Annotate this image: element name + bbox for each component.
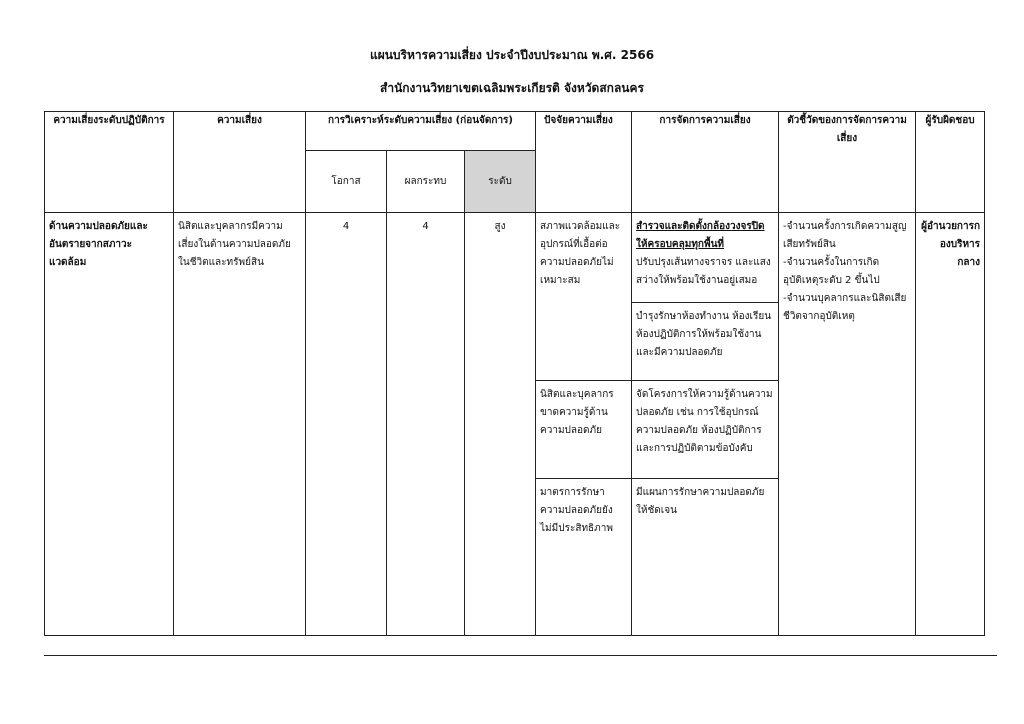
cell-likelihood: 4	[306, 213, 387, 636]
indicator-3: -จำนวนบุคลากรและนิสิตเสียชีวิตจากอุบัติเหตุ	[783, 293, 907, 322]
cell-operational-risk: ด้านความปลอดภัยและอันตรายจากสภาวะแวดล้อม	[45, 213, 174, 636]
cell-impact: 4	[387, 213, 465, 636]
header-impact: ผลกระทบ	[387, 151, 465, 213]
document-subtitle: สำนักงานวิทยาเขตเฉลิมพระเกียรติ จังหวัดสกลนคร	[380, 81, 644, 95]
management-1-bold: สำรวจและติดตั้งกล้องวงจรปิดให้ครอบคลุมทุกพื้นที่	[636, 221, 765, 250]
header-level: ระดับ	[465, 151, 536, 213]
management-1-plain: ปรับปรุงเส้นทางจราจร และแสงสว่างให้พร้อมใช้งานอยู่เสมอ	[636, 257, 771, 286]
indicator-2: -จำนวนครั้งในการเกิดอุบัติเหตุระดับ 2 ขึ้นไป	[783, 257, 880, 286]
cell-management-3: จัดโครงการให้ความรู้ด้านความปลอดภัย เช่น การใช้อุปกรณ์ความปลอดภัย ห้องปฏิบัติการ และการปฏิบัติตามข้อบังคับ	[632, 381, 779, 479]
indicator-1: -จำนวนครั้งการเกิดความสูญเสียทรัพย์สิน	[783, 221, 907, 250]
document-title: แผนบริหารความเสี่ยง ประจำปีงบประมาณ พ.ศ. 2566	[369, 48, 655, 62]
header-risk-factors: ปัจจัยความเสี่ยง	[536, 112, 632, 213]
cell-management-2: บำรุงรักษาห้องทำงาน ห้องเรียน ห้องปฏิบัติการให้พร้อมใช้งานและมีความปลอดภัย	[632, 303, 779, 381]
bottom-rule	[44, 655, 997, 656]
cell-indicators	[779, 213, 916, 636]
cell-level: สูง	[465, 213, 536, 636]
header-operational-risk: ความเสี่ยงระดับปฏิบัติการ	[45, 112, 174, 213]
header-likelihood: โอกาส	[306, 151, 387, 213]
cell-factor-3: มาตรการรักษาความปลอดภัยยังไม่มีประสิทธิภาพ	[536, 479, 632, 636]
header-risk-analysis: การวิเคราะห์ระดับความเสี่ยง (ก่อนจัดการ)	[306, 112, 536, 151]
cell-risk: นิสิตและบุคลากรมีความเสี่ยงในด้านความปลอดภัยในชีวิตและทรัพย์สิน	[174, 213, 306, 636]
risk-plan-table	[44, 111, 985, 636]
header-risk-management: การจัดการความเสี่ยง	[632, 112, 779, 213]
header-risk: ความเสี่ยง	[174, 112, 306, 213]
cell-responsible: ผู้อำนวยการกองบริหารกลาง	[916, 213, 985, 636]
header-indicators: ตัวชี้วัดของการจัดการความเสี่ยง	[779, 112, 916, 213]
cell-factor-2: นิสิตและบุคลากรขาดความรู้ด้านความปลอดภัย	[536, 381, 632, 479]
cell-management-1	[632, 213, 779, 303]
header-responsible: ผู้รับผิดชอบ	[916, 112, 985, 213]
cell-management-4: มีแผนการรักษาความปลอดภัยให้ชัดเจน	[632, 479, 779, 636]
cell-factor-1: สภาพแวดล้อมและอุปกรณ์ที่เอื้อต่อความปลอดภัยไม่เหมาะสม	[536, 213, 632, 381]
